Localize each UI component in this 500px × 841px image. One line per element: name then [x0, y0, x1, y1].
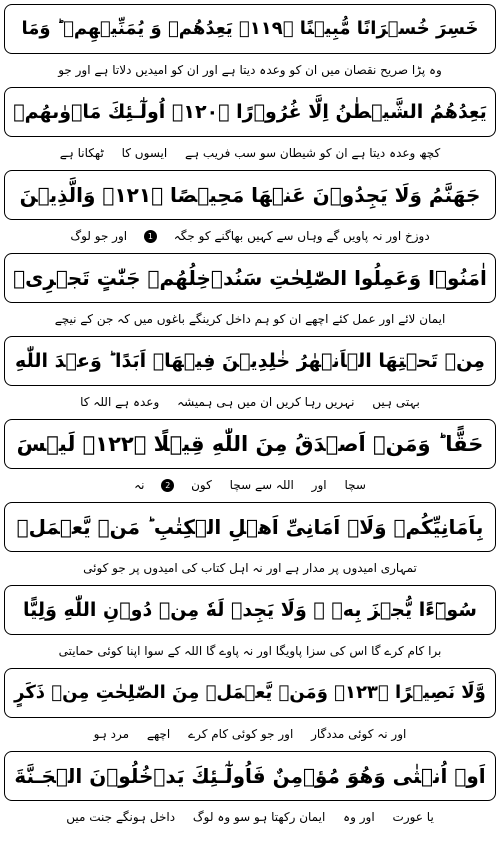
translation-phrase: اچھے — [146, 727, 171, 741]
verse-line-box — [4, 585, 496, 635]
verse-line-box — [4, 87, 496, 137]
verse-line-box — [4, 419, 496, 469]
verse-line-box — [4, 253, 496, 303]
translation-phrase: ٹھکانا ہے — [59, 146, 104, 160]
translation-phrase: تمہاری امیدوں پر مدار ہے اور نہ اہل کتاب کی امیدوں پر جو کوئی — [83, 561, 417, 575]
translation-phrase: نہریں رہا کریں ان میں ہی ہمیشہ — [177, 395, 355, 409]
arabic-verse-line: اَوۡ اُنۡثٰى وَهُوَ مُؤۡمِنٌ فَاُولٰٓـئِكَ يَدۡخُلُوۡنَ الۡجَـنَّةَ — [14, 764, 486, 788]
translation-phrase: اور — [311, 478, 327, 492]
translation-phrase: ایسوں کا — [121, 146, 168, 160]
arabic-verse-line: يَعِدُهُمُ الشَّيۡطٰنُ اِلَّا غُرُوۡرًا ﴿١٢٠﴾ اُولٰٓـئِكَ مَاۡوٰٮهُمۡ — [13, 101, 487, 123]
verse-line-box — [4, 502, 496, 552]
arabic-verse-line: جَهَنَّمُ وَلَا يَجِدُوۡنَ عَنۡهَا مَحِيۡصًا ﴿١٢١﴾ وَالَّذِيۡنَ — [19, 183, 481, 207]
verse-line-box — [4, 4, 496, 54]
arabic-verse-line: اٰمَنُوۡا وَعَمِلُوا الصّٰلِحٰتِ سَنُدۡخِلُهُمۡ جَنّٰتٍ تَجۡرِىۡ — [13, 266, 487, 290]
urdu-translation-row — [4, 556, 496, 580]
translation-phrase: اور جو کوئی کام کرے — [188, 727, 294, 741]
translation-phrase: وہ پڑا صریح نقصان میں ان کو وعدہ دیتا ہے اور ان کو امیدیں دلاتا ہے اور جو — [58, 63, 442, 77]
section-marker-badge: 1 — [144, 230, 157, 243]
translation-phrase: وعدہ ہے اللہ کا — [80, 395, 160, 409]
section-marker-badge: 2 — [161, 479, 174, 492]
urdu-translation-row — [4, 805, 496, 829]
verse-line-box — [4, 668, 496, 718]
verse-line-box — [4, 336, 496, 386]
translation-phrase: اور وہ — [343, 810, 375, 824]
urdu-translation-row — [4, 722, 496, 746]
arabic-verse-line: خَسِرَ خُسۡرَانًا مُّبِيۡنًا ﴿١١٩﴾ يَعِدُهُمۡ وَ يُمَنِّيۡهِمۡ ؕ وَمَا — [21, 18, 479, 39]
urdu-translation-row — [4, 390, 496, 414]
urdu-translation-row — [4, 307, 496, 331]
urdu-translation-row — [4, 473, 496, 497]
arabic-verse-line: مِنۡ تَحۡتِهَا الۡاَنۡهٰرُ خٰلِدِيۡنَ فِيۡهَاۤ اَبَدًا ؕ وَعۡدَ اللّٰهِ — [15, 350, 485, 372]
translation-phrase: مرد ہو — [93, 727, 130, 741]
arabic-verse-line: سُوۡٓءًا يُّجۡزَ بِهٖ ۙ وَلَا يَجِدۡ لَهٗ مِنۡ دُوۡنِ اللّٰهِ وَلِيًّا — [23, 599, 477, 621]
urdu-translation-row — [4, 141, 496, 165]
translation-phrase: داخل ہونگے جنت میں — [66, 810, 176, 824]
translation-phrase: کون — [191, 478, 212, 492]
translation-phrase: نہ — [134, 478, 145, 492]
translation-phrase: اور نہ کوئی مددگار — [311, 727, 407, 741]
arabic-verse-line: بِاَمَانِيِّكُمۡ وَلَاۤ اَمَانِىِّ اَهۡلِ الۡكِتٰبِ ؕ مَنۡ يَّعۡمَلۡ — [16, 515, 484, 539]
urdu-translation-row — [4, 58, 496, 82]
translation-phrase: ایمان رکھتا ہو سو وہ لوگ — [192, 810, 326, 824]
translation-phrase: کچھ وعدہ دیتا ہے ان کو شیطان سو سب فریب ہے — [185, 146, 441, 160]
translation-phrase: ایمان لائے اور عمل کئے اچھے ان کو ہم داخل کرینگے باغوں میں کہ جن کے نیچے — [54, 312, 446, 326]
translation-phrase: دوزخ اور نہ پاویں گے وہاں سے کہیں بھاگنے کو جگہ — [173, 229, 430, 243]
arabic-verse-line: وَّلَا نَصِيۡرًا ﴿١٢٣﴾ وَمَنۡ يَّعۡمَلۡ مِنَ الصّٰلِحٰتِ مِنۡ ذَكَرٍ — [14, 682, 486, 703]
arabic-verse-line: حَقًّا ؕ وَمَنۡ اَصۡدَقُ مِنَ اللّٰهِ قِيۡلًا ﴿١٢٢﴾ لَيۡسَ — [16, 432, 484, 456]
translation-phrase: یا عورت — [392, 810, 434, 824]
translation-phrase: بہتی ہیں — [372, 395, 420, 409]
urdu-translation-row — [4, 639, 496, 663]
translation-phrase: سچا — [344, 478, 366, 492]
verse-line-box — [4, 170, 496, 220]
urdu-translation-row — [4, 224, 496, 248]
translation-phrase: برا کام کرے گا اس کی سزا پاویگا اور نہ پاوے گا اللہ کے سوا اپنا کوئی حمایتی — [58, 644, 442, 658]
verse-line-box — [4, 751, 496, 801]
translation-phrase: اللہ سے سچا — [229, 478, 294, 492]
translation-phrase: اور جو لوگ — [70, 229, 128, 243]
